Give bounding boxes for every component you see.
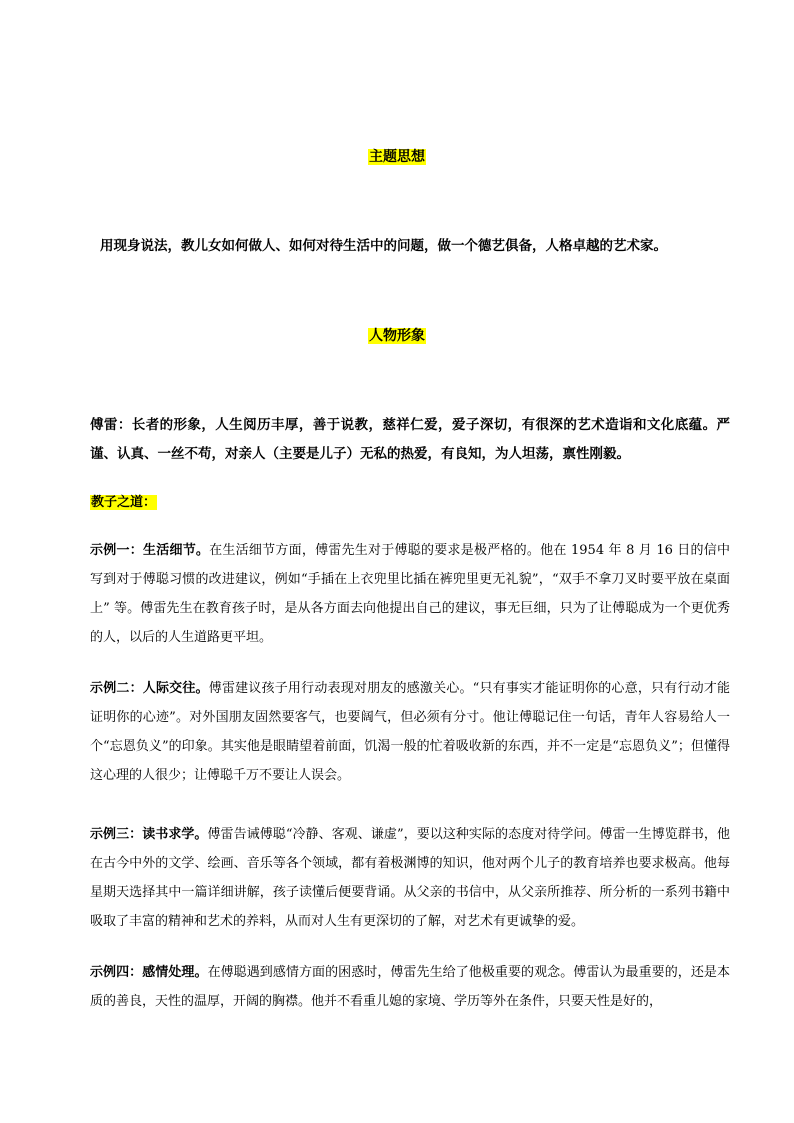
- example-paragraph: [90, 536, 730, 652]
- character-heading: [0, 326, 794, 346]
- example-text: 在生活细节方面，傅雷先生对于傅聪的要求是极严格的。他在 1954 年 8 月 16 日的信中写到对于傅聪习惯的改进建议，例如“手插在上衣兜里比插在裤兜里更无礼貌”，“双手不拿刀叉时要平放在桌面上” 等。傅雷先生在教育孩子时，是从各方面去向他提出自己的建议，事无巨细，只为了让傅聪成为一个更优秀的人，以后的人生道路更平坦。: [90, 543, 730, 645]
- example-text: 傅雷告诫傅聪“冷静、客观、谦虚”，要以这种实际的态度对待学问。傅雷一生博览群书，他在古今中外的文学、绘画、音乐等各个领域，都有着极渊博的知识，他对两个儿子的教育培养也要求极高。他每星期天选择其中一篇详细讲解，孩子读懂后便要背诵。从父亲的书信中，从父亲所推荐、所分析的一系列书籍中吸取了丰富的精神和艺术的养料，从而对人生有更深切的了解，对艺术有更诚挚的爱。: [90, 827, 730, 929]
- example-label: 示例三：: [90, 827, 143, 842]
- example-paragraph: [90, 674, 730, 790]
- example-label: 示例四：: [90, 965, 143, 980]
- example-text: 在傅聪遇到感情方面的困惑时，傅雷先生给了他极重要的观念。傅雷认为最重要的，还是本质的善良，天性的温厚，开阔的胸襟。他并不看重儿媳的家境、学历等外在条件，只要天性是好的，: [90, 965, 730, 1009]
- theme-paragraph: 用现身说法，教儿女如何做人、如何对待生活中的问题，做一个德艺俱备，人格卓越的艺术家。: [100, 238, 667, 254]
- character-paragraph: 傅雷：长者的形象，人生阅历丰厚，善于说教，慈祥仁爱，爱子深切，有很深的艺术造诣和文化底蕴。严谨、认真、一丝不苟，对亲人（主要是儿子）无私的热爱，有良知，为人坦荡，禀性刚毅。: [90, 417, 730, 462]
- teaching-heading: [90, 488, 730, 517]
- example-topic: 感情处理。: [142, 965, 208, 980]
- example-label: 示例二：: [90, 681, 143, 696]
- example-topic: 生活细节。: [142, 543, 210, 558]
- theme-heading-text: 主题思想: [369, 149, 425, 165]
- example-topic: 读书求学。: [142, 827, 208, 842]
- character-heading-text: 人物形象: [369, 328, 425, 344]
- example-text: 傅雷建议孩子用行动表现对朋友的感激关心。“只有事实才能证明你的心意，只有行动才能证明你的心迹”。对外国朋友固然要客气，也要阔气，但必须有分寸。他让傅聪记住一句话，青年人容易给人一个“忘恩负义”的印象。其实他是眼睛望着前面，饥渴一般的忙着吸收新的东西，并不一定是“忘恩负义”；但懂得这心理的人很少；让傅聪千万不要让人误会。: [90, 681, 730, 783]
- teaching-heading-text: 教子之道：: [91, 495, 157, 510]
- example-label: 示例一：: [90, 543, 143, 558]
- example-paragraph: [90, 820, 730, 936]
- theme-heading: [0, 147, 794, 167]
- example-paragraph: [90, 958, 730, 1016]
- example-topic: 人际交往。: [142, 681, 209, 696]
